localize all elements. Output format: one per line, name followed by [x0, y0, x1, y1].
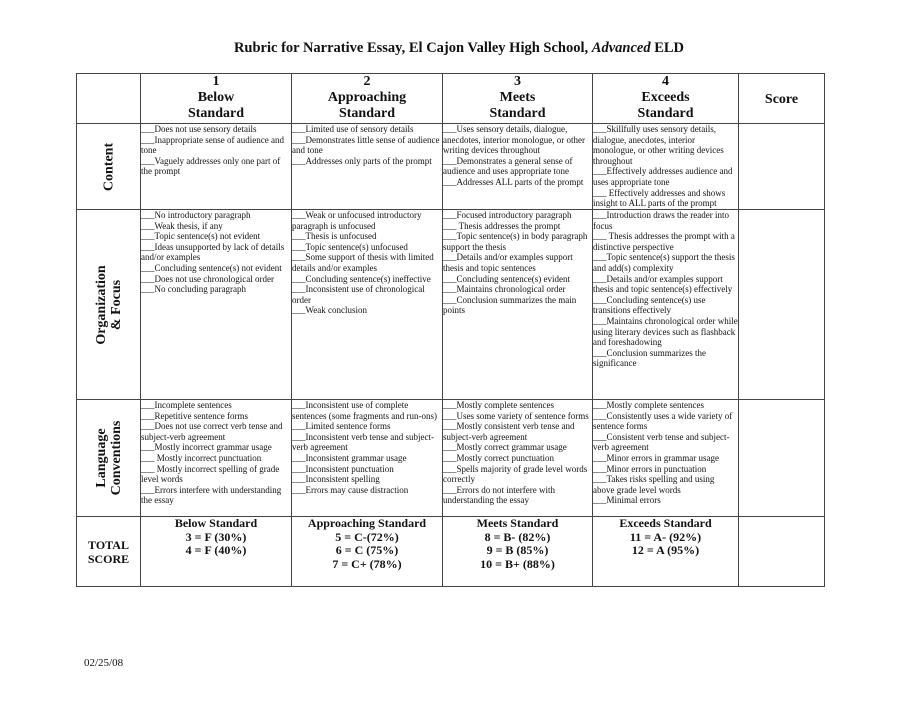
row-label-line1: Content — [101, 142, 116, 191]
criterion: ___Inconsistent grammar usage — [292, 452, 407, 463]
criterion: ___Inconsistent use of chronological order — [292, 284, 425, 305]
rubric-table — [76, 73, 825, 587]
row-label-text — [101, 142, 116, 190]
cell-language-exceeds — [593, 400, 739, 517]
criterion: ___Errors interfere with understanding the essay — [141, 484, 282, 506]
grade-line: 8 = B- (82%) — [484, 529, 551, 544]
header-line2: Standard — [338, 106, 396, 121]
criterion: ___Concluding sentence(s) not evident — [141, 262, 282, 273]
cell-organization-meets — [443, 210, 593, 400]
grade-line: 11 = A- (92%) — [629, 529, 702, 544]
criterion: ___Uses some variety of sentence forms — [443, 410, 589, 421]
header-approaching-standard — [292, 74, 443, 124]
criterion: ___Focused introductory paragraph — [443, 210, 572, 220]
row-organization — [77, 210, 825, 400]
criterion: ___Mostly consistent verb tense and subject-verb agreement — [443, 421, 575, 442]
criterion: ___Limited sentence forms — [292, 421, 391, 432]
row-label-line1: Organization — [93, 264, 109, 345]
criterion: ___Inconsistent verb tense and subject-verb agreement — [292, 431, 434, 453]
total-score-label — [77, 517, 141, 587]
row-language — [77, 400, 825, 517]
criterion: ___ Mostly incorrect spelling of grade level words — [141, 463, 280, 485]
criterion: ___Demonstrates a general sense of audience and uses appropriate tone — [443, 155, 573, 177]
header-number: 4 — [662, 74, 669, 89]
row-label-text — [94, 265, 124, 344]
header-line2: Standard — [489, 106, 546, 121]
header-row — [77, 74, 825, 124]
cell-content-exceeds — [593, 124, 739, 210]
criterion: ___Does not use sensory details — [141, 124, 257, 134]
header-line2: Standard — [187, 106, 245, 121]
header-below-standard — [141, 74, 292, 124]
grade-line: 5 = C-(72%) — [335, 529, 399, 544]
criterion: ___Thesis is unfocused — [292, 231, 377, 242]
cell-content-meets — [443, 124, 593, 210]
cell-organization-exceeds — [593, 210, 739, 400]
footer-date: 02/25/08 — [84, 657, 124, 669]
criterion: ___Mostly correct grammar usage — [443, 442, 567, 453]
criterion: ___Maintains chronological order while using literary devices such as flashback and foreshadowing — [593, 315, 738, 348]
criterion: ___Mostly correct punctuation — [443, 452, 554, 463]
criterion: ___ Thesis addresses the prompt with a distinctive perspective — [593, 231, 735, 252]
criterion: ___Limited use of sensory details — [292, 124, 414, 134]
criterion: ___ Thesis addresses the prompt — [443, 220, 561, 231]
criterion: ___Some support of thesis with limited details and/or examples — [292, 252, 434, 273]
criterion: ___Addresses ALL parts of the prompt — [443, 176, 584, 187]
criterion: ___Topic sentence(s) not evident — [141, 231, 261, 242]
header-score: Score — [739, 74, 825, 124]
criterion: ___Topic sentence(s) unfocused — [292, 241, 408, 252]
criterion: ___Demonstrates little sense of audience and tone — [292, 134, 440, 156]
criterion: ___Mostly complete sentences — [593, 400, 704, 410]
grade-line: 9 = B (85%) — [486, 543, 549, 557]
header-line1: Below — [197, 90, 235, 105]
criterion: ___Consistent verb tense and subject-verb agreement — [593, 431, 730, 453]
title-main: Rubric for Narrative Essay, El Cajon Valley High School, — [233, 40, 589, 56]
criterion: ___Incomplete sentences — [141, 400, 232, 410]
cell-language-below — [141, 400, 292, 517]
criterion: ___Errors do not interfere with understanding the essay — [443, 484, 555, 506]
cell-organization-approaching — [292, 210, 443, 400]
header-exceeds-standard — [593, 74, 739, 124]
total-approaching-standard — [292, 517, 443, 587]
cell-content-below — [141, 124, 292, 210]
criterion: ___Topic sentence(s) support the thesis and add(s) complexity — [593, 252, 735, 273]
grade-line: 3 = F (30%) — [185, 529, 247, 544]
cell-organization-below — [141, 210, 292, 400]
header-number: 2 — [363, 74, 371, 89]
total-label-line2: SCORE — [87, 551, 130, 566]
criterion: ___Errors may cause distraction — [292, 484, 409, 495]
criterion: ___Uses sensory details, dialogue, anecdotes, interior monologue, or other writing devices throughout — [443, 124, 585, 156]
criterion: ___Weak conclusion — [292, 305, 368, 316]
criterion: ___No introductory paragraph — [141, 210, 251, 220]
total-label-line1: TOTAL — [88, 537, 129, 552]
total-meets-standard — [443, 517, 593, 587]
title-end: ELD — [654, 40, 685, 56]
criterion: ___Conclusion summarizes the main points — [443, 294, 577, 316]
row-label-content — [77, 124, 141, 210]
criterion: ___Addresses only parts of the prompt — [292, 155, 432, 166]
total-below-standard — [141, 517, 292, 587]
criterion: ___ Mostly incorrect punctuation — [141, 452, 262, 463]
total-heading: Exceeds Standard — [619, 516, 712, 530]
row-total — [77, 517, 825, 587]
row-label-line2: & Focus — [108, 279, 124, 330]
title-italic: Advanced — [591, 40, 651, 56]
row-label-text — [94, 421, 124, 496]
grade-line: 7 = C+ (78%) — [332, 556, 402, 571]
criterion: ___Conclusion summarizes the significance — [593, 347, 706, 369]
criterion: ___Weak or unfocused introductory paragraph is unfocused — [292, 210, 422, 231]
criterion: ___Mostly incorrect grammar usage — [141, 442, 272, 453]
total-heading: Below Standard — [174, 516, 258, 530]
criterion: ___Minimal errors — [593, 495, 661, 506]
total-heading: Meets Standard — [476, 516, 559, 530]
criterion: ___Does not use chronological order — [141, 273, 274, 284]
corner-cell — [77, 74, 141, 124]
criterion: ___Topic sentence(s) in body paragraph support the thesis — [443, 231, 588, 252]
header-line1: Approaching — [327, 90, 407, 105]
total-exceeds-standard — [593, 517, 739, 587]
row-label-organization — [77, 210, 141, 400]
row-label-line2: Conventions — [108, 420, 124, 496]
criterion: ___Skillfully uses sensory details, dialogue, anecdotes, interior monologue, or other writing devices throughout — [593, 124, 724, 166]
criterion: ___Inconsistent spelling — [292, 474, 380, 485]
cell-language-approaching — [292, 400, 443, 517]
row-label-language — [77, 400, 141, 517]
criterion: ___Vaguely addresses only one part of the prompt — [141, 155, 281, 177]
criterion: ___No concluding paragraph — [141, 284, 246, 295]
header-meets-standard — [443, 74, 593, 124]
header-number: 3 — [514, 74, 521, 89]
total-heading: Approaching Standard — [307, 516, 427, 530]
row-content — [77, 124, 825, 210]
criterion: ___Inappropriate sense of audience and tone — [141, 134, 284, 156]
header-line1: Exceeds — [641, 90, 690, 105]
grade-line: 4 = F (40%) — [185, 543, 247, 557]
row-label-line1: Language — [93, 428, 109, 488]
score-cell-organization[interactable] — [739, 210, 825, 400]
header-number: 1 — [212, 74, 220, 89]
score-cell-content[interactable] — [739, 124, 825, 210]
criterion: ___Spells majority of grade level words correctly — [443, 463, 588, 485]
grade-line: 10 = B+ (88%) — [480, 556, 555, 571]
criterion: ___Effectively addresses audience and uses appropriate tone — [593, 166, 733, 187]
criterion: ___Minor errors in punctuation — [593, 463, 707, 474]
criterion: ___Concluding sentence(s) use transitions effectively — [593, 294, 706, 316]
grade-line: 6 = C (75%) — [335, 543, 399, 557]
criterion: ___ Effectively addresses and shows insight to ALL parts of the prompt — [593, 187, 726, 209]
criterion: ___Ideas unsupported by lack of details and/or examples — [141, 241, 285, 263]
criterion: ___Inconsistent punctuation — [292, 463, 394, 474]
grade-line: 12 = A (95%) — [631, 543, 700, 557]
cell-language-meets — [443, 400, 593, 517]
criterion: ___Details and/or examples support thesis and topic sentence(s) effectively — [593, 273, 733, 295]
criterion: ___Takes risks spelling and using above grade level words — [593, 474, 715, 495]
criterion: ___Minor errors in grammar usage — [593, 452, 719, 463]
criterion: ___Inconsistent use of complete sentences (some fragments and run-ons) — [292, 400, 437, 421]
header-line2: Standard — [637, 106, 694, 121]
criterion: ___Concluding sentence(s) evident — [443, 273, 570, 284]
score-cell-total[interactable] — [739, 517, 825, 587]
page-title — [0, 40, 918, 57]
criterion: ___Introduction draws the reader into focus — [593, 210, 729, 231]
criterion: ___Details and/or examples support thesis and topic sentences — [443, 252, 573, 273]
criterion: ___Repetitive sentence forms — [141, 410, 248, 421]
header-line1: Meets — [499, 90, 536, 105]
cell-content-approaching — [292, 124, 443, 210]
score-cell-language[interactable] — [739, 400, 825, 517]
criterion: ___Weak thesis, if any — [141, 220, 223, 231]
criterion: ___Maintains chronological order — [443, 284, 566, 295]
criterion: ___Mostly complete sentences — [443, 400, 554, 410]
criterion: ___Consistently uses a wide variety of sentence forms — [593, 410, 733, 432]
criterion: ___Concluding sentence(s) ineffective — [292, 273, 431, 284]
criterion: ___Does not use correct verb tense and subject-verb agreement — [141, 421, 283, 442]
